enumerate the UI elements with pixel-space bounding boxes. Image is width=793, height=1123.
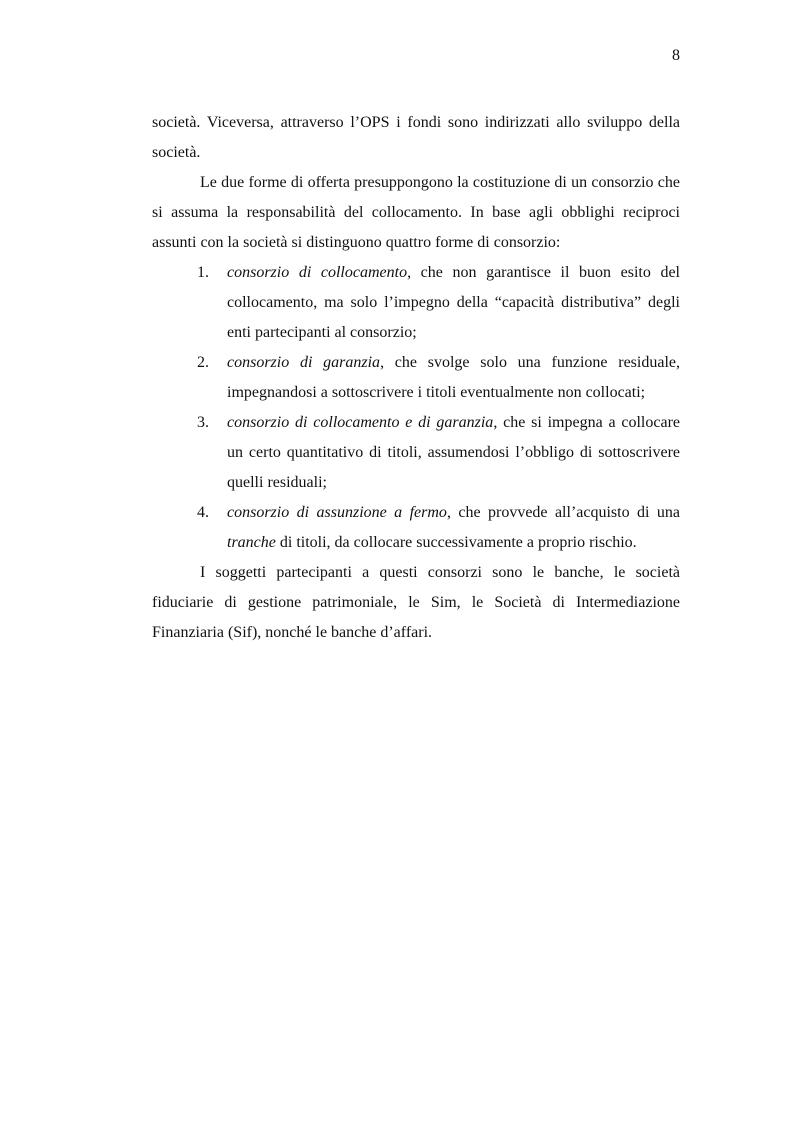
- consortium-list: [152, 258, 680, 558]
- list-item-number: 2.: [197, 354, 209, 371]
- paragraph-1: società. Viceversa, attraverso l’OPS i fondi sono indirizzati allo sviluppo della società.: [152, 114, 680, 161]
- list-item-text: , che non garantisce il buon esito del collocamento, ma solo l’impegno della “capacità distributiva” degli enti partecipanti al consorzio;: [227, 264, 680, 341]
- list-item-term: consorzio di collocamento e di garanzia: [227, 414, 494, 431]
- list-item-term: consorzio di collocamento: [227, 264, 408, 281]
- list-item-number: 4.: [197, 504, 209, 521]
- list-item: [152, 258, 680, 348]
- list-item: [152, 348, 680, 408]
- paragraph-3: I soggetti partecipanti a questi consorzi sono le banche, le società fiduciarie di gestione patrimoniale, le Sim, le Società di Intermediazione Finanziaria (Sif), nonché le banche d’affari.: [152, 564, 680, 641]
- list-item-text: , che provvede all’acquisto di una: [446, 504, 680, 521]
- list-item-text: di titoli, da collocare successivamente a proprio rischio.: [275, 534, 637, 551]
- list-item: [152, 498, 680, 558]
- list-item: [152, 408, 680, 498]
- list-item-text: , che si impegna a collocare un certo quantitativo di titoli, assumendosi l’obbligo di sottoscrivere quelli residuali;: [227, 414, 681, 491]
- list-item-term: consorzio di assunzione a fermo: [227, 504, 447, 521]
- list-item-term-secondary: tranche: [227, 534, 276, 551]
- list-item-term: consorzio di garanzia: [227, 354, 381, 371]
- list-item-text: , che svolge solo una funzione residuale, impegnandosi a sottoscrivere i titoli eventualmente non collocati;: [227, 354, 680, 401]
- page-number: 8: [672, 47, 680, 64]
- paragraph-2: Le due forme di offerta presuppongono la costituzione di un consorzio che si assuma la responsabilità del collocamento. In base agli obblighi reciproci assunti con la società si distinguono quattro forme di consorzio:: [152, 174, 680, 251]
- document-body: [152, 108, 680, 648]
- list-item-number: 1.: [197, 264, 209, 281]
- list-item-number: 3.: [197, 414, 209, 431]
